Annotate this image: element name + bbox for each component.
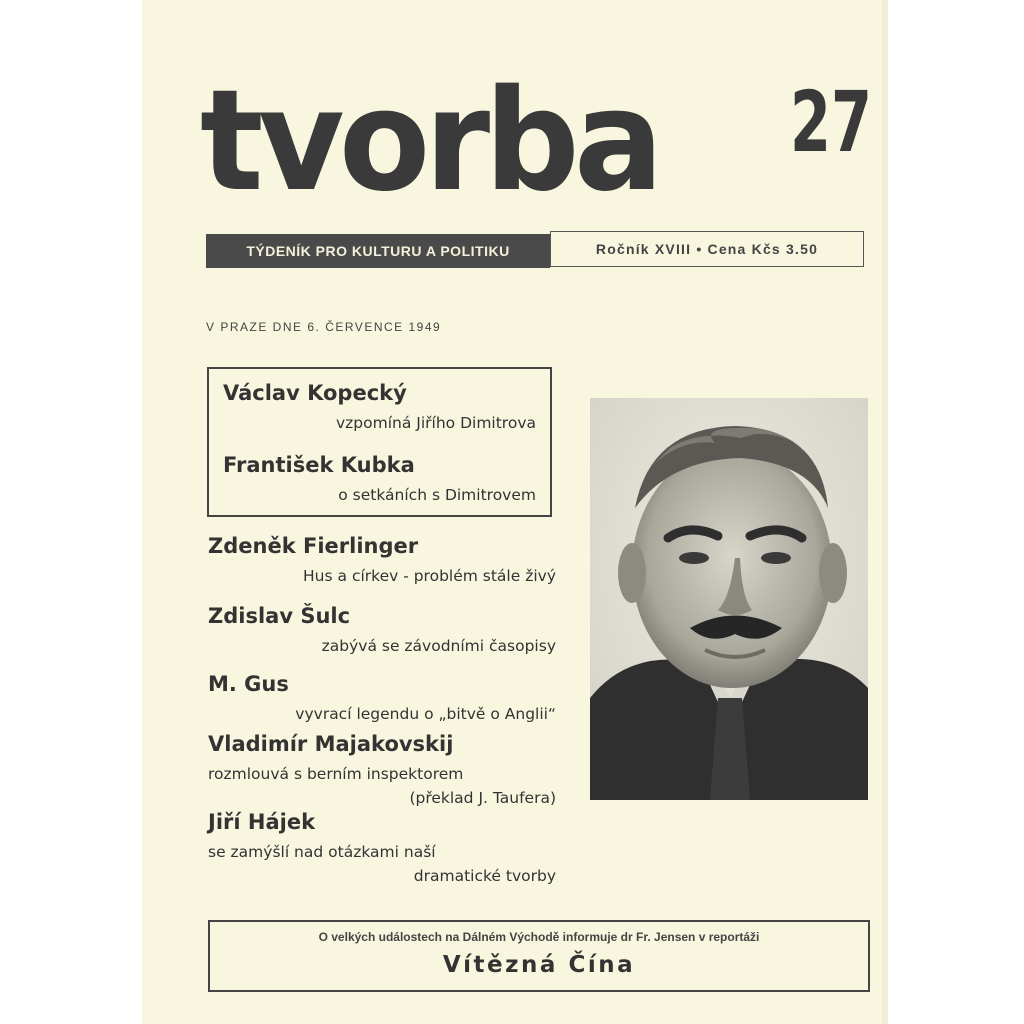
issue-number: 27 <box>790 73 873 171</box>
feature-box <box>208 920 870 992</box>
entry-desc: zabývá se závodními časopisy <box>321 637 556 655</box>
entry-name: Jiří Hájek <box>208 810 316 834</box>
subtitle-text: TÝDENÍK PRO KULTURU A POLITIKU <box>246 243 510 259</box>
dateline: V PRAZE DNE 6. ČERVENCE 1949 <box>206 320 442 334</box>
entry-name: František Kubka <box>223 453 415 477</box>
entry-desc: se zamýšlí nad otázkami naší <box>208 843 436 861</box>
entry-desc: dramatické tvorby <box>413 867 556 885</box>
feature-intro: O velkých událostech na Dálném Východě informuje dr Fr. Jensen v reportáži <box>318 930 760 944</box>
list-item <box>208 732 556 812</box>
entry-desc: vyvrací legendu o „bitvě o Anglii“ <box>295 705 556 723</box>
list-item <box>208 604 556 660</box>
masthead-title: tvorba <box>200 60 659 223</box>
issue-info-text: Ročník XVIII • Cena Kčs 3.50 <box>595 241 819 257</box>
entry-name: Zdeněk Fierlinger <box>208 534 419 558</box>
featured-contents-box <box>207 367 552 517</box>
list-item <box>208 672 556 728</box>
portrait-photo <box>590 398 868 800</box>
entry-name: Vladimír Majakovskij <box>208 732 454 756</box>
entry-name: Zdislav Šulc <box>208 604 351 628</box>
page-edge <box>882 0 888 1024</box>
feature-title: Vítězná Čína <box>442 952 636 978</box>
portrait-icon <box>590 398 868 800</box>
entry-name: M. Gus <box>208 672 289 696</box>
entry-desc: o setkáních s Dimitrovem <box>338 486 536 504</box>
issue-info-box <box>550 231 864 267</box>
entry-name: Václav Kopecký <box>223 381 407 405</box>
list-item <box>208 534 556 590</box>
list-item <box>208 810 556 890</box>
entry-desc: rozmlouvá s berním inspektorem <box>208 765 464 783</box>
entry-desc: vzpomíná Jiřího Dimitrova <box>336 414 536 432</box>
subtitle-bar <box>206 234 550 268</box>
entry-desc: Hus a církev - problém stále živý <box>303 567 556 585</box>
entry-desc: (překlad J. Taufera) <box>409 789 556 807</box>
